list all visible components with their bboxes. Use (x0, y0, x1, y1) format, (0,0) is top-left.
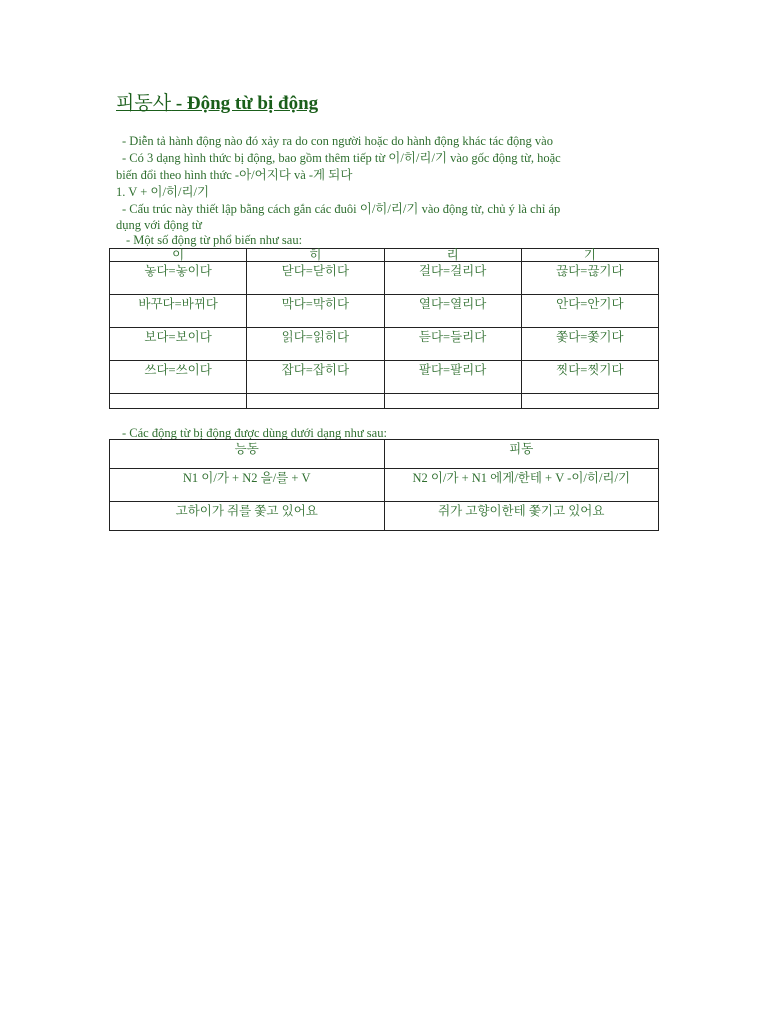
section-heading-1: 1. V + 이/히/리/기 (116, 185, 210, 199)
table-cell: 바꾸다=바뀌다 (110, 295, 247, 328)
table-cell: 쓰다=쓰이다 (110, 361, 247, 394)
table-cell: 막다=막히다 (247, 295, 384, 328)
table-cell (110, 394, 247, 409)
table-header-row (110, 440, 659, 469)
table-cell: N1 이/가 + N2 을/를 + V (110, 469, 385, 502)
table-header-cell: 기 (521, 249, 658, 262)
table-row-empty (110, 394, 659, 409)
table-header-row (110, 249, 659, 262)
table-cell: 보다=보이다 (110, 328, 247, 361)
title-vietnamese: - Động từ bị động (171, 93, 319, 114)
table-cell: 찟다=찟기다 (521, 361, 658, 394)
table-cell: 닫다=닫히다 (247, 262, 384, 295)
text-line-8: - Các động từ bị động được dùng dưới dạng như sau: (122, 426, 387, 440)
table-cell (521, 394, 658, 409)
text-line-5: - Cấu trúc này thiết lập bằng cách gắn các đuôi 이/히/리/기 vào động từ, chủ ý là chỉ áp (122, 202, 561, 216)
table-cell: 읽다=읽히다 (247, 328, 384, 361)
text-line-6: dụng với động từ (116, 218, 202, 232)
table-cell: 열다=열리다 (384, 295, 521, 328)
page-title (116, 88, 318, 115)
text-line-2: - Có 3 dạng hình thức bị động, bao gồm thêm tiếp từ 이/히/리/기 vào gốc động từ, hoặc (122, 151, 561, 165)
table-cell: 듣다=들리다 (384, 328, 521, 361)
table-cell: 걸다=걸리다 (384, 262, 521, 295)
table-header-cell: 피동 (384, 440, 659, 469)
table-header-cell: 히 (247, 249, 384, 262)
table-cell: 끊다=끊기다 (521, 262, 658, 295)
table-header-cell: 이 (110, 249, 247, 262)
table-cell (384, 394, 521, 409)
table-row (110, 502, 659, 531)
passive-verb-table (109, 248, 659, 409)
title-korean: 피동사 (116, 93, 172, 114)
table-cell: 잡다=잡히다 (247, 361, 384, 394)
table-cell (247, 394, 384, 409)
text-line-3: biến đổi theo hình thức -아/어지다 và -게 되다 (116, 168, 353, 182)
text-line-1: - Diễn tả hành động nào đó xảy ra do con người hoặc do hành động khác tác động vào (122, 134, 553, 148)
table-row (110, 295, 659, 328)
text-line-7: - Một số động từ phổ biến như sau: (126, 233, 303, 247)
table-row (110, 361, 659, 394)
table-cell: 쥐가 고향이한테 쫓기고 있어요 (384, 502, 659, 531)
table-cell: 쫓다=쫓기다 (521, 328, 658, 361)
table-cell: 팔다=팔리다 (384, 361, 521, 394)
table-cell: 고하이가 쥐를 쫓고 있어요 (110, 502, 385, 531)
table-row (110, 262, 659, 295)
table-cell: 놓다=놓이다 (110, 262, 247, 295)
table-row (110, 469, 659, 502)
active-passive-table (109, 439, 659, 531)
table-cell: 안다=안기다 (521, 295, 658, 328)
table-cell: N2 이/가 + N1 에게/한테 + V -이/히/리/기 (384, 469, 659, 502)
table-header-cell: 능동 (110, 440, 385, 469)
table-header-cell: 리 (384, 249, 521, 262)
table-row (110, 328, 659, 361)
